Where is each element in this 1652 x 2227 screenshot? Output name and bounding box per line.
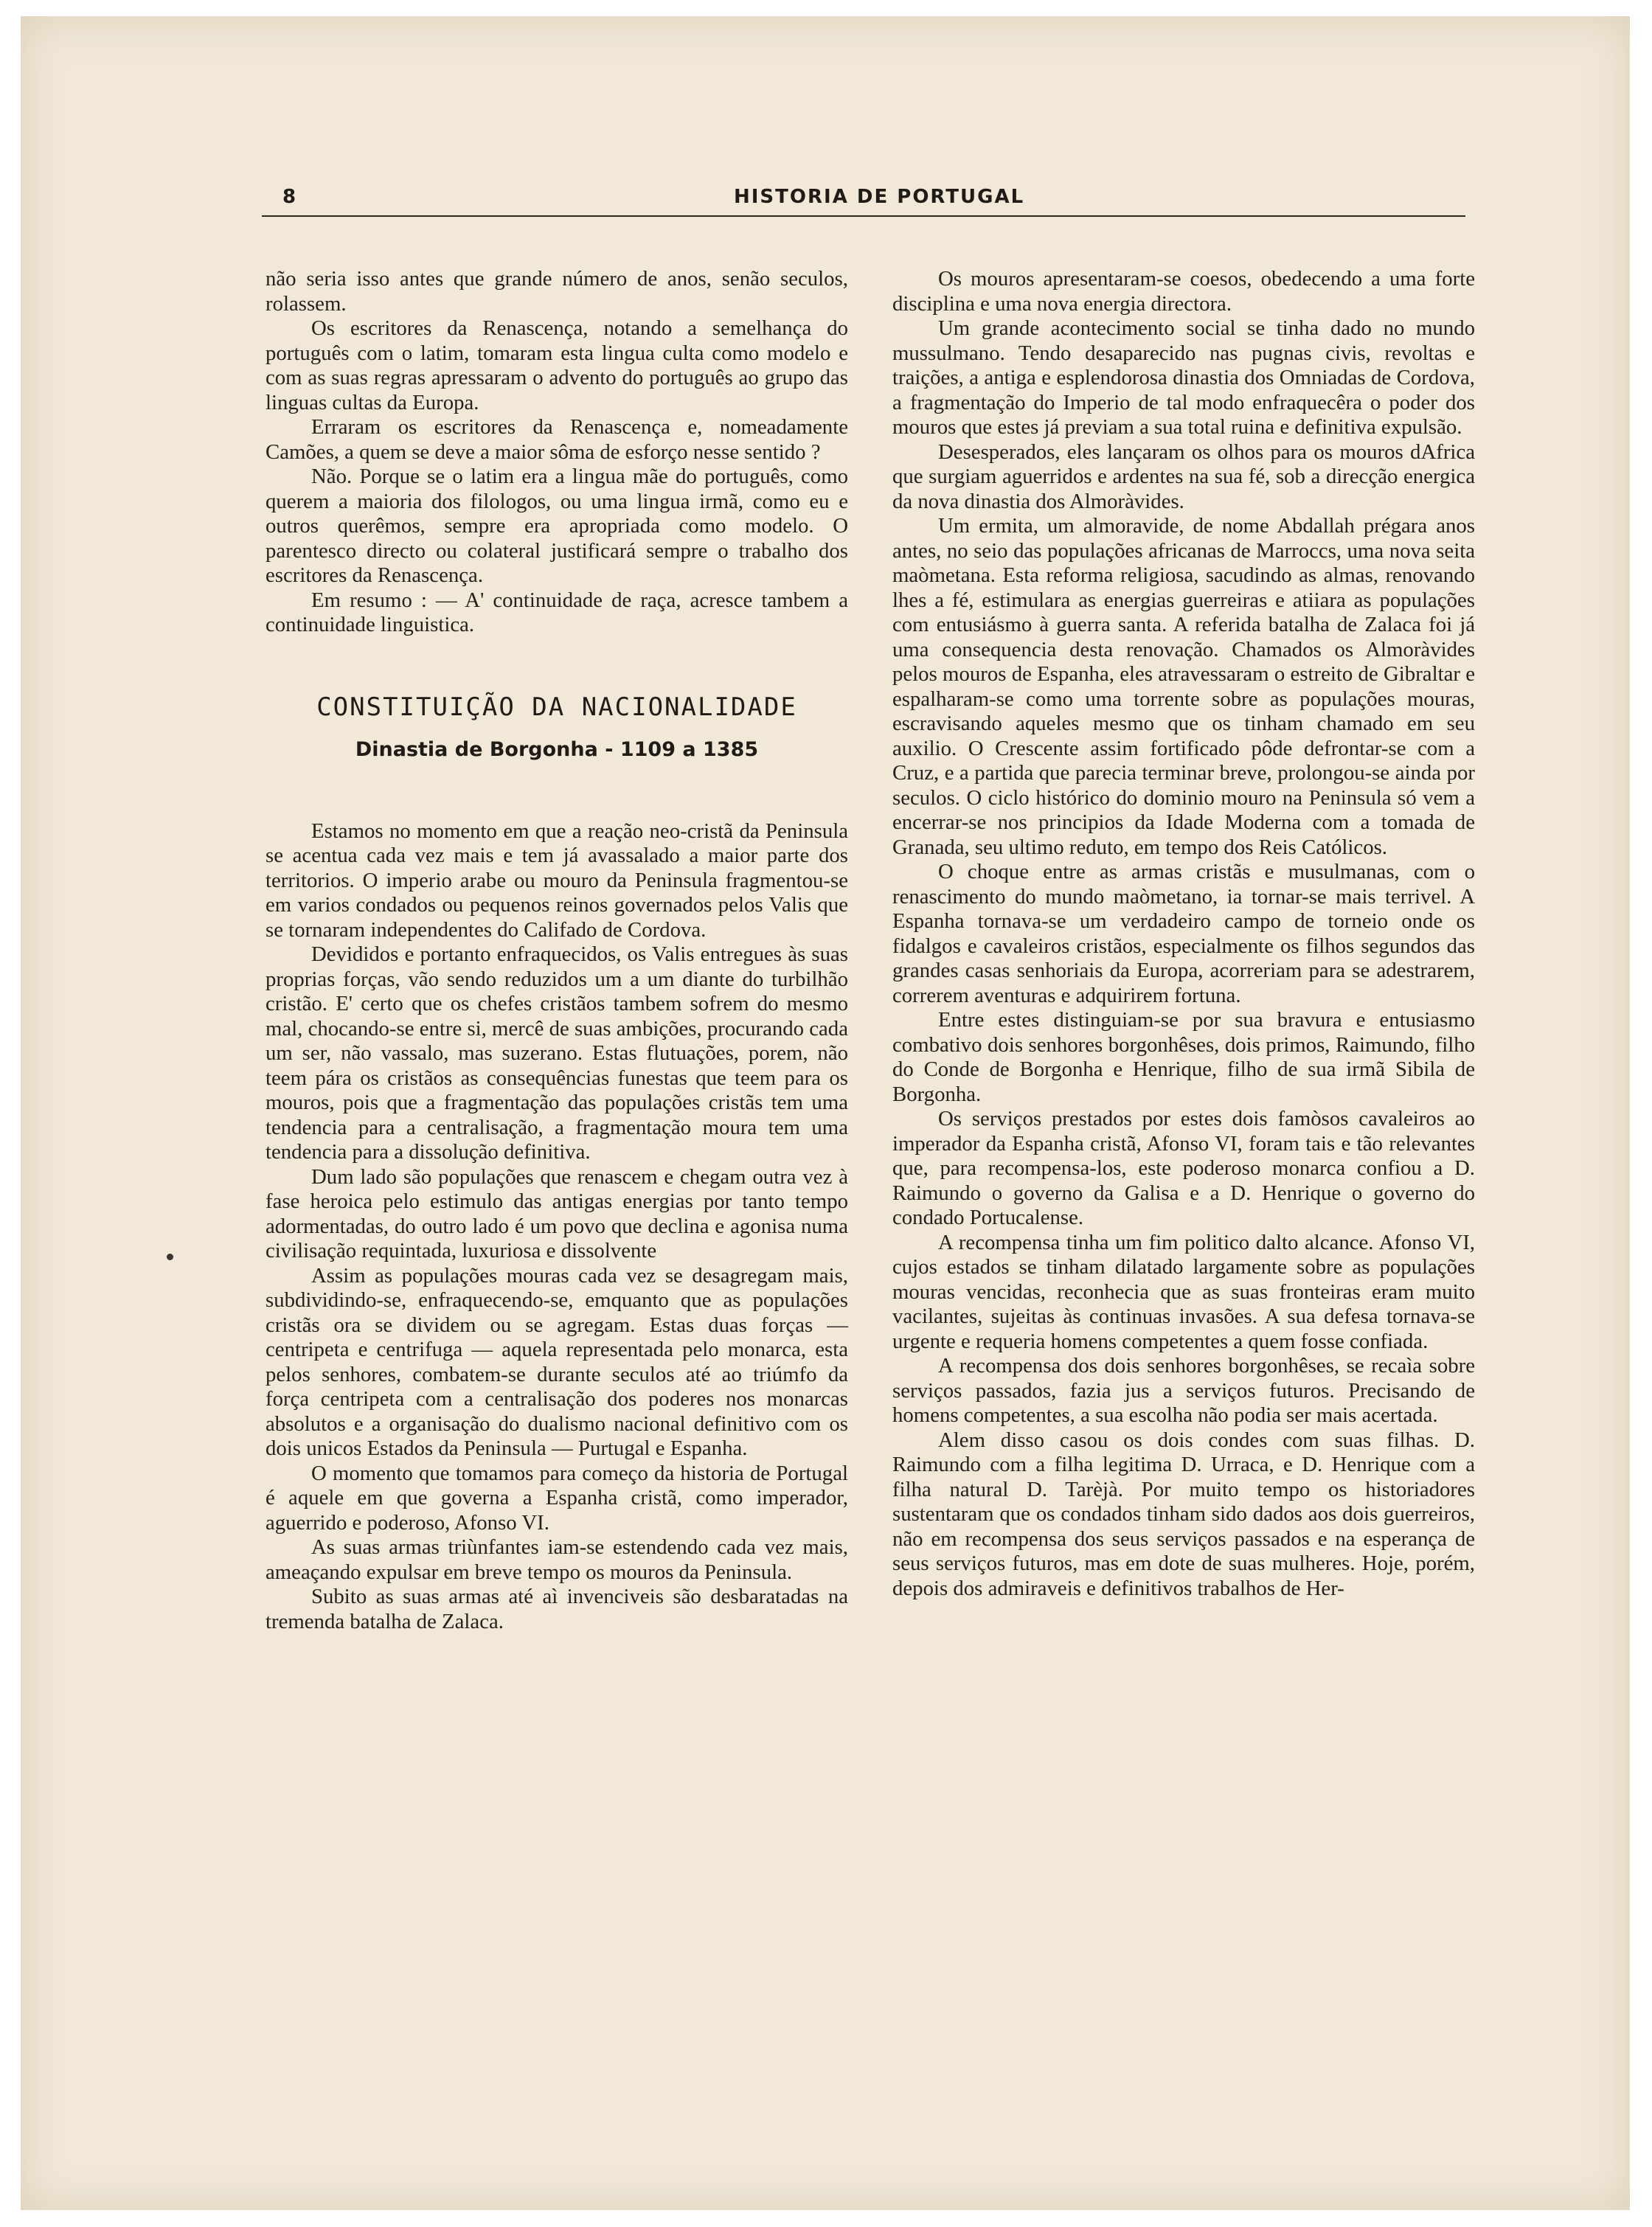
paragraph: Os serviços prestados por estes dois famòsos cavaleiros ao imperador da Espanha cristã, Afonso VI, foram tais e tão relevantes que, para recompensa-los, este poderoso monarca confiou a D. Raimundo o governo da Galisa e a D. Henrique o governo do condado Portucalense.	[892, 1107, 1475, 1229]
paragraph: Não. Porque se o latim era a lingua mãe do português, como querem a maioria dos filologos, ou uma lingua irmã, como eu e outros querêmos, sempre era apropriada como modelo. O parentesco directo ou colateral justificará sempre o trabalho dos escritores da Renascença.	[266, 465, 848, 587]
running-header	[262, 184, 1465, 217]
paragraph: Devididos e portanto enfraquecidos, os Valis entregues às suas proprias forças, vão sendo reduzidos um a um diante do turbilhão cristão. E' certo que os chefes cristãos tambem sofrem do mesmo mal, chocando-se entre si, mercê de suas ambições, procurando cada um ser, não vassalo, mas suzerano. Estas flutuações, porem, não teem pára os cristãos as consequências funestas que teem para os mouros, pois que a fragmentação das populações cristãs tem uma tendencia para a centralisação, a fragmentação moura tem uma tendencia para a dissolução definitiva.	[266, 942, 848, 1164]
paragraph: A recompensa tinha um fim politico dalto alcance. Afonso VI, cujos estados se tinham dilatado largamente sobre as populações mouras vencidas, reconhecia que as suas fronteiras eram muito vacilantes, sujeitas às continuas invasões. A sua defesa tornava-se urgente e requeria homens competentes a quem fosse confiada.	[892, 1230, 1475, 1353]
paragraph: A recompensa dos dois senhores borgonhêses, se recaìa sobre serviços passados, fazia jus a serviços futuros. Precisando de homens competentes, a sua escolha não podia ser mais acertada.	[892, 1354, 1475, 1427]
paragraph: Entre estes distinguiam-se por sua bravura e entusiasmo combativo dois senhores borgonhêses, dois primos, Raimundo, filho do Conde de Borgonha e Henrique, filho de sua irmã Sibila de Borgonha.	[892, 1008, 1475, 1106]
paragraph: não seria isso antes que grande número de anos, senão seculos, rolassem.	[266, 267, 848, 316]
paragraph: Os mouros apresentaram-se coesos, obedecendo a uma forte disciplina e uma nova energia directora.	[892, 267, 1475, 316]
left-column	[266, 267, 848, 1634]
page-number: 8	[282, 186, 296, 208]
ink-dot	[167, 1254, 173, 1260]
running-title: HISTORIA DE PORTUGAL	[734, 186, 1025, 208]
paragraph: Erraram os escritores da Renascença e, nomeadamente Camões, a quem se deve a maior sôma de esforço nesse sentido ?	[266, 415, 848, 464]
paragraph: Um grande acontecimento social se tinha dado no mundo mussulmano. Tendo desaparecido nas pugnas civis, revoltas e traições, a antiga e esplendorosa dinastia dos Omniadas de Cordova, a fragmentação do Imperio de tal modo enfraquecêra o poder dos mouros que estes já previam a sua total ruina e definitiva expulsão.	[892, 316, 1475, 439]
paragraph: O momento que tomamos para começo da historia de Portugal é aquele em que governa a Espanha cristã, como imperador, aguerrido e poderoso, Afonso VI.	[266, 1461, 848, 1535]
paragraph: Alem disso casou os dois condes com suas filhas. D. Raimundo com a filha legitima D. Urraca, e D. Henrique com a filha natural D. Tarèjà. Por muito tempo os historiadores sustentaram que os condados tinham sido dados aos dois guerreiros, não em recompensa dos seus serviços passados e na esperança de seus serviços futuros, mas em dote de suas mulheres. Hoje, porém, depois dos admiraveis e definitivos trabalhos de Her-	[892, 1428, 1475, 1600]
paragraph: Estamos no momento em que a reação neo-cristã da Peninsula se acentua cada vez mais e tem já avassalado a maior parte dos territorios. O imperio arabe ou mouro da Peninsula fragmentou-se em varios condados ou pequenos reinos governados pelos Valis que se tornaram independentes do Califado de Cordova.	[266, 819, 848, 942]
paragraph: Em resumo : — A' continuidade de raça, acresce tambem a continuidade linguistica.	[266, 588, 848, 636]
right-column	[892, 267, 1475, 1601]
paragraph: Um ermita, um almoravide, de nome Abdallah prégara anos antes, no seio das populações africanas de Marroccs, uma nova seita maòmetana. Esta reforma religiosa, sacudindo as almas, renovando lhes a fé, estimulara as energias guerreiras e atiiara as populações com entusiásmo à guerra santa. A referida batalha de Zalaca foi já uma consequencia desta renovação. Chamados os Almoràvides pelos mouros de Espanha, eles atravessaram o estreito de Gibraltar e espalharam-se como uma torrente sobre as populações mouras, escravisando aqueles mesmo que os tinham chamado em seu auxilio. O Crescente assim fortificado pôde defrontar-se com a Cruz, e a partida que parecia terminar breve, prolongou-se ainda por seculos. O ciclo histórico do dominio mouro na Peninsula só vem a encerrar-se nos principios da Idade Moderna com a tomada de Granada, seu ultimo reduto, em tempo dos Reis Católicos.	[892, 514, 1475, 859]
paragraph: O choque entre as armas cristãs e musulmanas, com o renascimento do mundo maòmetano, ia tornar-se mais terrivel. A Espanha tornava-se um verdadeiro campo de torneio onde os fidalgos e cavaleiros cristãos, especialmente os filhos segundos das grandes casas senhoriais da Europa, acorreriam para se adestrarem, correrem aventuras e adquirirem fortuna.	[892, 860, 1475, 1007]
section-subtitle: Dinastia de Borgonha - 1109 a 1385	[355, 737, 759, 761]
section-title: CONSTITUIÇÃO DA NACIONALIDADE	[316, 692, 797, 722]
paragraph: Subito as suas armas até aì invenciveis são desbaratadas na tremenda batalha de Zalaca.	[266, 1585, 848, 1633]
paragraph: Assim as populações mouras cada vez se desagregam mais, subdividindo-se, enfraquecendo-se, emquanto que as populações cristãs ora se dividem ou se agregam. Estas duas forças — centripeta e centrifuga — aquela representada pelo monarca, esta pelos senhores, combatem-se durante seculos até ao triúmfo da força centripeta com a centralisação dos poderes nos monarcas absolutos e a organisação do dualismo nacional definitivo com os dois unicos Estados da Peninsula — Purtugal e Espanha.	[266, 1263, 848, 1460]
paragraph: As suas armas triùnfantes iam-se estendendo cada vez mais, ameaçando expulsar em breve tempo os mouros da Peninsula.	[266, 1535, 848, 1584]
paragraph: Dum lado são populações que renascem e chegam outra vez à fase heroica pelo estimulo das antigas energias por tanto tempo adormentadas, do outro lado é um povo que declina e agonisa numa civilisação requintada, luxuriosa e dissolvente	[266, 1164, 848, 1262]
paragraph: Desesperados, eles lançaram os olhos para os mouros dAfrica que surgiam aguerridos e ardentes na sua fé, sob a direcção energica da nova dinastia dos Almoràvides.	[892, 440, 1475, 513]
paragraph: Os escritores da Renascença, notando a semelhança do português com o latim, tomaram esta lingua culta como modelo e com as suas regras apressaram o advento do português ao grupo das linguas cultas da Europa.	[266, 316, 848, 414]
